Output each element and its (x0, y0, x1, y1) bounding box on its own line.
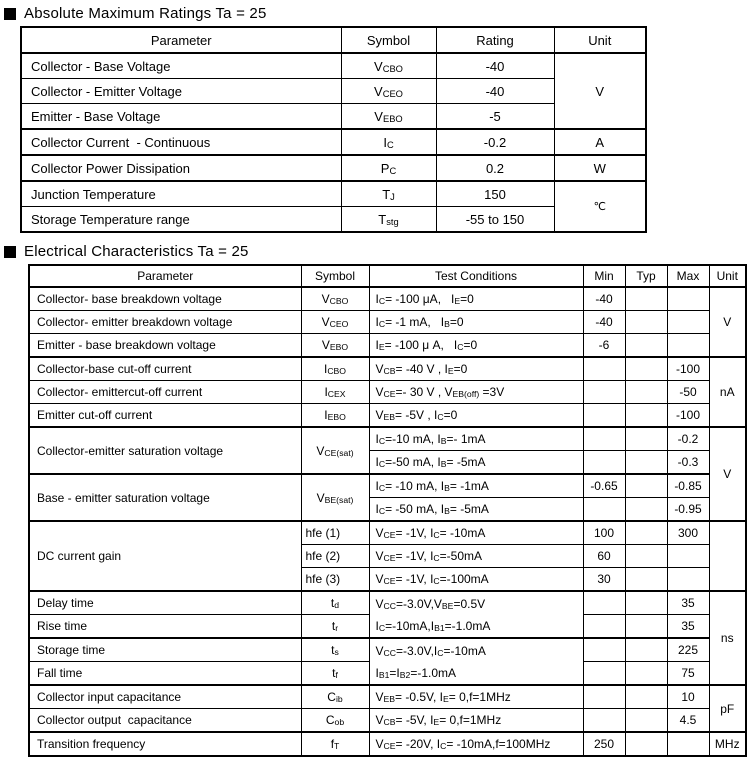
table-row (29, 638, 746, 662)
table-row (29, 521, 746, 545)
param-cell: Collector-emitter saturation voltage (29, 427, 301, 474)
datasheet-page (0, 5, 752, 757)
table-row (21, 104, 646, 130)
param-cell: Storage Temperature range (21, 207, 341, 233)
col-header-rating: Rating (436, 27, 554, 53)
condition-line: $V_{CC}=-3.0V,V_{BE}=0.5V$ (375, 596, 486, 611)
symbol-cell: $V_{EBO}$ (341, 104, 436, 130)
param-cell: Transition frequency (29, 732, 301, 756)
symbol-cell: $V_{EBO}$ (301, 334, 369, 358)
header-row (29, 265, 746, 287)
min-cell (583, 638, 625, 662)
unit-cell: V (709, 287, 746, 357)
min-cell (583, 451, 625, 475)
symbol-cell: $t_r$ (301, 615, 369, 639)
min-cell: 60 (583, 545, 625, 568)
table-row (21, 129, 646, 155)
table-row (29, 591, 746, 615)
typ-cell (625, 451, 667, 475)
conditions-cell: $V_{CE}=-$ 30 V , $V_{EB(off)} =3V$ (369, 381, 583, 404)
unit-cell: A (554, 129, 646, 155)
conditions-cell: $I_C=-10$ mA, $I_B=-$ 1mA (369, 427, 583, 451)
col-header-parameter: Parameter (21, 27, 341, 53)
conditions-cell: $V_{EB}= -0.5V$, $I_E= 0,f=1MHz$ (369, 685, 583, 709)
col-header-parameter: Parameter (29, 265, 301, 287)
section2-title-row (4, 243, 752, 260)
symbol-cell: $C_{ob}$ (301, 709, 369, 733)
conditions-cell: $V_{EB}= -5V$ , $I_C=0$ (369, 404, 583, 428)
table-row (21, 181, 646, 207)
symbol-cell: hfe (1) (301, 521, 369, 545)
max-cell: -50 (667, 381, 709, 404)
col-header-min: Min (583, 265, 625, 287)
typ-cell (625, 334, 667, 358)
param-cell: Emitter - base breakdown voltage (29, 334, 301, 358)
typ-cell (625, 568, 667, 592)
typ-cell (625, 357, 667, 381)
conditions-cell: $V_{CE}= -1V$, $I_C=-50mA$ (369, 545, 583, 568)
rating-cell: -40 (436, 53, 554, 79)
symbol-cell: hfe (2) (301, 545, 369, 568)
param-cell: Collector input capacitance (29, 685, 301, 709)
max-cell: -100 (667, 404, 709, 428)
conditions-cell (369, 591, 583, 638)
max-cell: 35 (667, 615, 709, 639)
rating-cell: -5 (436, 104, 554, 130)
min-cell: -40 (583, 287, 625, 311)
min-cell: 100 (583, 521, 625, 545)
table-row (29, 381, 746, 404)
table-row (29, 474, 746, 498)
min-cell (583, 404, 625, 428)
section1-title: Absolute Maximum Ratings Ta = 25 (24, 5, 267, 22)
table-row (29, 357, 746, 381)
param-cell: Rise time (29, 615, 301, 639)
param-cell: DC current gain (29, 521, 301, 591)
table-row (29, 287, 746, 311)
col-header-symbol: Symbol (341, 27, 436, 53)
table-row (29, 732, 746, 756)
conditions-cell: $I_E= -100$ μ A, $I_C=0$ (369, 334, 583, 358)
unit-cell: ℃ (554, 181, 646, 232)
table-row (29, 404, 746, 428)
param-cell: Fall time (29, 662, 301, 686)
param-cell: Collector - Base Voltage (21, 53, 341, 79)
rating-cell: -55 to 150 (436, 207, 554, 233)
symbol-cell: $V_{CEO}$ (301, 311, 369, 334)
max-cell: 10 (667, 685, 709, 709)
conditions-cell: $I_C= -50$ mA, $I_B= -5mA$ (369, 498, 583, 522)
symbol-cell: $I_{CEX}$ (301, 381, 369, 404)
absolute-maximum-ratings-table (20, 26, 647, 233)
header-row (21, 27, 646, 53)
typ-cell (625, 521, 667, 545)
conditions-cell: $V_{CE}= -1V$, $I_C=-100mA$ (369, 568, 583, 592)
symbol-cell: $V_{CEO}$ (341, 79, 436, 104)
min-cell (583, 591, 625, 615)
max-cell: -0.3 (667, 451, 709, 475)
conditions-cell: $I_C= -1$ mA, $I_B=0$ (369, 311, 583, 334)
max-cell (667, 334, 709, 358)
symbol-cell: $I_C$ (341, 129, 436, 155)
param-cell: Collector- emitter breakdown voltage (29, 311, 301, 334)
param-cell: Storage time (29, 638, 301, 662)
col-header-unit: Unit (554, 27, 646, 53)
typ-cell (625, 311, 667, 334)
col-header-typ: Typ (625, 265, 667, 287)
typ-cell (625, 498, 667, 522)
section1-title-row (4, 5, 752, 22)
rating-cell: -0.2 (436, 129, 554, 155)
symbol-cell: $I_{EBO}$ (301, 404, 369, 428)
symbol-cell: $V_{BE(sat)}$ (301, 474, 369, 521)
unit-cell: W (554, 155, 646, 181)
conditions-cell: $I_C=-50$ mA, $I_B= -5mA$ (369, 451, 583, 475)
symbol-cell: $I_{CBO}$ (301, 357, 369, 381)
table-row (21, 79, 646, 104)
min-cell (583, 381, 625, 404)
min-cell (583, 685, 625, 709)
min-cell (583, 498, 625, 522)
typ-cell (625, 685, 667, 709)
condition-line: $I_C=-10mA,I_{B1}=-1.0mA$ (375, 618, 491, 633)
min-cell: -40 (583, 311, 625, 334)
param-cell: Collector- emittercut-off current (29, 381, 301, 404)
param-cell: Base - emitter saturation voltage (29, 474, 301, 521)
unit-cell: MHz (709, 732, 746, 756)
symbol-cell: $T_{stg}$ (341, 207, 436, 233)
col-header-max: Max (667, 265, 709, 287)
param-cell: Collector- base breakdown voltage (29, 287, 301, 311)
table-row (29, 685, 746, 709)
min-cell (583, 615, 625, 639)
max-cell: -0.95 (667, 498, 709, 522)
symbol-cell: $P_C$ (341, 155, 436, 181)
min-cell: 250 (583, 732, 625, 756)
param-cell: Collector output capacitance (29, 709, 301, 733)
min-cell (583, 427, 625, 451)
rating-cell: 0.2 (436, 155, 554, 181)
max-cell: -0.2 (667, 427, 709, 451)
typ-cell (625, 381, 667, 404)
max-cell: 35 (667, 591, 709, 615)
max-cell: 225 (667, 638, 709, 662)
table-row (29, 334, 746, 358)
conditions-cell: $V_{CE}= -20V$, $I_C= -10mA,f=100MHz$ (369, 732, 583, 756)
symbol-cell: $t_s$ (301, 638, 369, 662)
max-cell (667, 311, 709, 334)
col-header-symbol: Symbol (301, 265, 369, 287)
min-cell (583, 709, 625, 733)
condition-line: $V_{CC}=-3.0V,I_C=-10mA$ (375, 643, 486, 658)
typ-cell (625, 662, 667, 686)
electrical-characteristics-table (28, 264, 747, 757)
symbol-cell: $C_{ib}$ (301, 685, 369, 709)
param-cell: Collector Current - Continuous (21, 129, 341, 155)
max-cell (667, 732, 709, 756)
unit-cell: pF (709, 685, 746, 732)
table-row (29, 427, 746, 451)
col-header-test-conditions: Test Conditions (369, 265, 583, 287)
min-cell (583, 662, 625, 686)
max-cell (667, 568, 709, 592)
param-cell: Collector Power Dissipation (21, 155, 341, 181)
table-row (29, 311, 746, 334)
typ-cell (625, 615, 667, 639)
param-cell: Emitter cut-off current (29, 404, 301, 428)
param-cell: Emitter - Base Voltage (21, 104, 341, 130)
typ-cell (625, 287, 667, 311)
typ-cell (625, 638, 667, 662)
col-header-unit: Unit (709, 265, 746, 287)
unit-cell: ns (709, 591, 746, 685)
param-cell: Junction Temperature (21, 181, 341, 207)
min-cell: 30 (583, 568, 625, 592)
param-cell: Collector-base cut-off current (29, 357, 301, 381)
min-cell (583, 357, 625, 381)
typ-cell (625, 474, 667, 498)
table-row (21, 155, 646, 181)
param-cell: Collector - Emitter Voltage (21, 79, 341, 104)
symbol-cell: hfe (3) (301, 568, 369, 592)
symbol-cell: $V_{CBO}$ (301, 287, 369, 311)
max-cell: 4.5 (667, 709, 709, 733)
max-cell: 300 (667, 521, 709, 545)
min-cell: -6 (583, 334, 625, 358)
rating-cell: 150 (436, 181, 554, 207)
max-cell (667, 287, 709, 311)
unit-cell (709, 521, 746, 591)
max-cell: -0.85 (667, 474, 709, 498)
min-cell: -0.65 (583, 474, 625, 498)
conditions-cell: $I_C= -10$ mA, $I_B= -1mA$ (369, 474, 583, 498)
typ-cell (625, 427, 667, 451)
symbol-cell: $T_J$ (341, 181, 436, 207)
unit-cell: V (554, 53, 646, 129)
symbol-cell: $t_f$ (301, 662, 369, 686)
conditions-cell: $V_{CB}= -5V$, $I_E= 0,f=1MHz$ (369, 709, 583, 733)
conditions-cell: $V_{CE}= -1V$, $I_C= -10mA$ (369, 521, 583, 545)
unit-cell: nA (709, 357, 746, 427)
typ-cell (625, 709, 667, 733)
section-bullet-icon (4, 246, 16, 258)
section-bullet-icon (4, 8, 16, 20)
symbol-cell: $V_{CBO}$ (341, 53, 436, 79)
param-cell: Delay time (29, 591, 301, 615)
typ-cell (625, 404, 667, 428)
symbol-cell: $f_T$ (301, 732, 369, 756)
unit-cell: V (709, 427, 746, 521)
typ-cell (625, 732, 667, 756)
conditions-cell: $I_C= -100$ μA, $I_E=0$ (369, 287, 583, 311)
table-row (29, 709, 746, 733)
conditions-cell (369, 638, 583, 685)
typ-cell (625, 591, 667, 615)
typ-cell (625, 545, 667, 568)
table-row (21, 53, 646, 79)
symbol-cell: $t_d$ (301, 591, 369, 615)
symbol-cell: $V_{CE(sat)}$ (301, 427, 369, 474)
conditions-cell: $V_{CB}= -40$ V , $I_E=0$ (369, 357, 583, 381)
max-cell: -100 (667, 357, 709, 381)
max-cell: 75 (667, 662, 709, 686)
table-row (21, 207, 646, 233)
rating-cell: -40 (436, 79, 554, 104)
max-cell (667, 545, 709, 568)
condition-line: $I_{B1}=I_{B2}=-1.0mA$ (375, 665, 456, 680)
section2-title: Electrical Characteristics Ta = 25 (24, 243, 249, 260)
